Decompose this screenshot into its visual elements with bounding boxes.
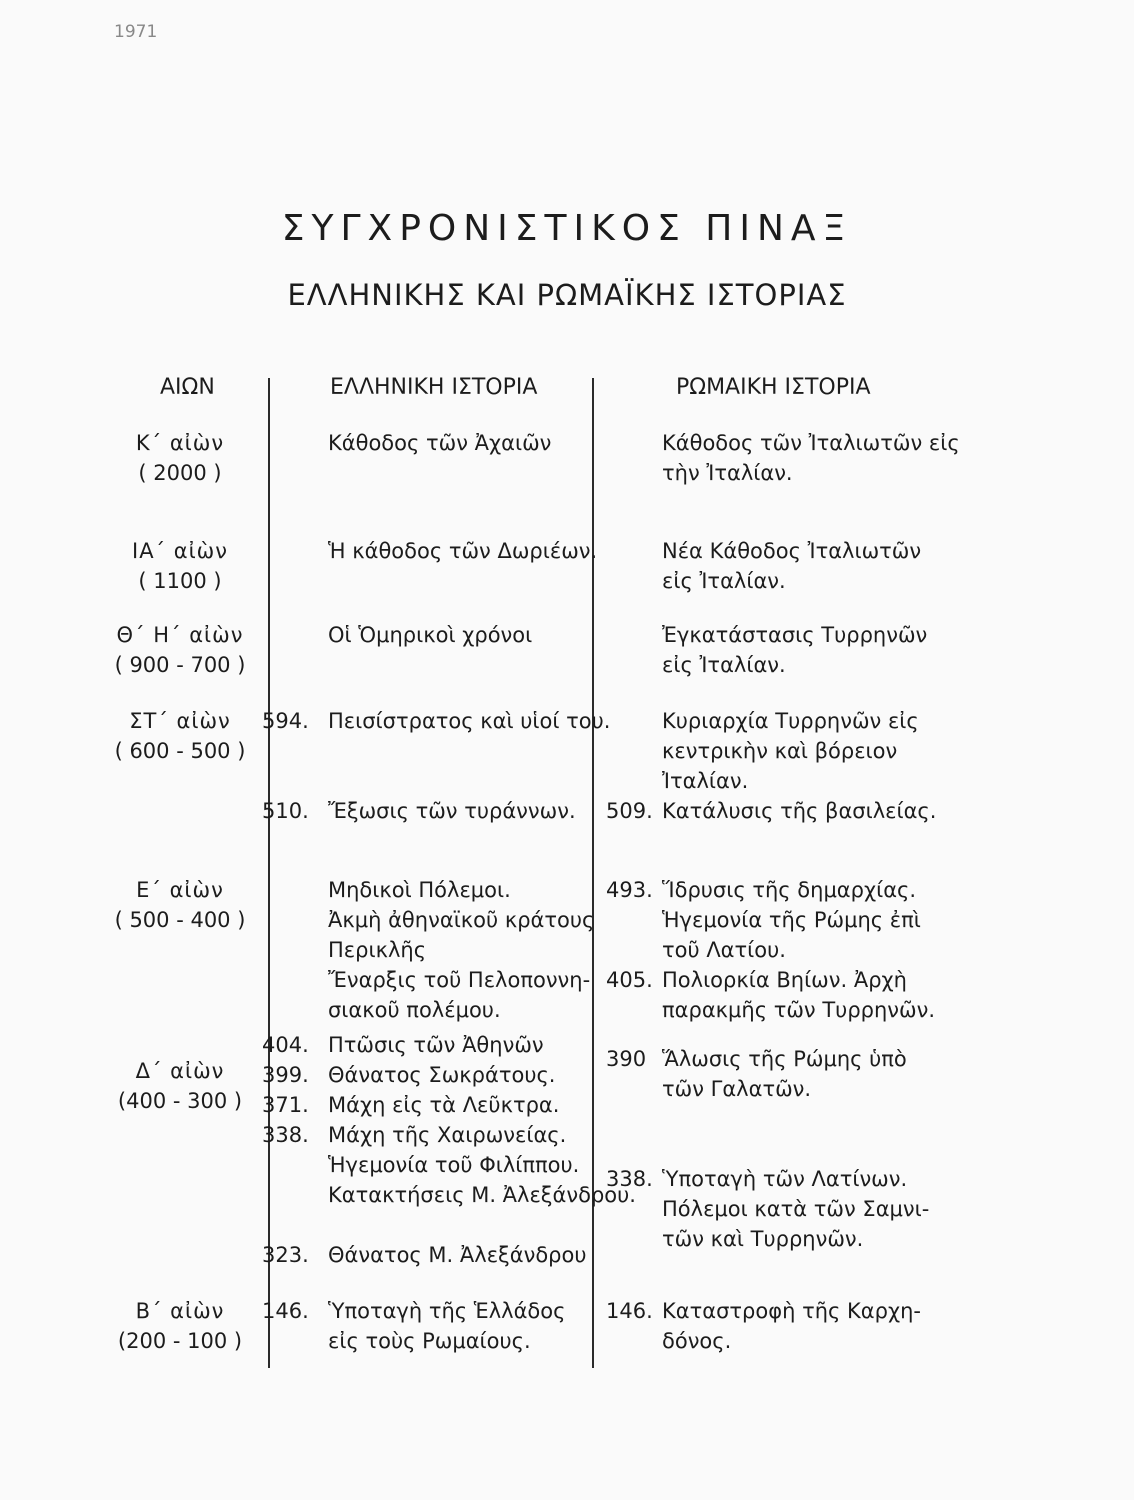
roman-history-cell (606, 875, 976, 1025)
greek-entry (262, 875, 592, 905)
entry-text: Ἔξωσις τῶν τυράννων. (328, 799, 576, 823)
age-range: ( 2000 ) (138, 461, 222, 485)
entry-text: Πόλεμοι κατὰ τῶν Σαμνι- (662, 1197, 930, 1221)
age-label: ΣΤ΄ αἰὼν (129, 709, 231, 733)
entry-year (606, 935, 662, 965)
greek-history-cell (262, 875, 595, 1025)
greek-entry (262, 995, 592, 1025)
entry-text: Κατάλυσις τῆς βασιλείας. (662, 799, 937, 823)
greek-entry (262, 428, 592, 458)
roman-entry (606, 458, 976, 488)
entry-year: 493. (606, 878, 653, 902)
entry-text: Κυριαρχία Τυρρηνῶν εἰς (662, 709, 919, 733)
entry-text: Ἐγκατάστασις Τυρρηνῶν (662, 623, 928, 647)
entry-text: εἰς Ἰταλίαν. (662, 653, 786, 677)
greek-entry (262, 1296, 592, 1326)
age-range: ( 900 - 700 ) (114, 653, 246, 677)
roman-entry (606, 1044, 976, 1074)
greek-entry (262, 935, 592, 965)
entry-year (606, 458, 662, 488)
entry-text: Καταστροφὴ τῆς Καρχη- (662, 1299, 921, 1323)
entry-year (262, 536, 328, 566)
age-range: (400 - 300 ) (117, 1089, 243, 1113)
page-subtitle: ΕΛΛΗΝΙΚΗΣ ΚΑΙ ΡΩΜΑΪΚΗΣ ΙΣΤΟΡΙΑΣ (287, 278, 847, 312)
roman-entry (606, 736, 976, 766)
column-divider-right (592, 378, 594, 1368)
entry-text: Ἡ κάθοδος τῶν Δωριέων. (328, 539, 598, 563)
greek-entry (262, 905, 595, 935)
roman-entry (606, 536, 976, 566)
entry-year (606, 905, 662, 935)
greek-entry (262, 1180, 636, 1210)
greek-entry (262, 965, 592, 995)
entry-year (262, 1326, 328, 1356)
roman-history-cell (606, 1044, 976, 1254)
greek-history-cell (262, 620, 592, 650)
roman-entry (606, 650, 976, 680)
entry-text: Κάθοδος τῶν Ἰταλιωτῶν εἰς (662, 431, 960, 455)
entry-text: Μάχη εἰς τὰ Λεῦκτρα. (328, 1093, 560, 1117)
roman-entry (606, 1326, 976, 1356)
age-label: Β΄ αἰὼν (135, 1299, 225, 1323)
roman-entry (606, 875, 976, 905)
entry-year (262, 995, 328, 1025)
entry-text: Οἱ Ὁμηρικοὶ χρόνοι (328, 623, 533, 647)
greek-entry (262, 1150, 592, 1180)
roman-history-cell (606, 620, 976, 680)
greek-entry (262, 1120, 592, 1150)
entry-text: Θάνατος Σωκράτους. (328, 1063, 556, 1087)
entry-year (606, 1224, 662, 1254)
entry-text: Ἰταλίαν. (662, 769, 749, 793)
roman-entry (606, 1224, 976, 1254)
greek-entry (262, 796, 592, 826)
entry-year: 146. (262, 1299, 309, 1323)
entry-year (606, 1104, 662, 1134)
entry-text: Ὑποταγὴ τῆς Ἑλλάδος (328, 1299, 566, 1323)
entry-year (606, 566, 662, 596)
entry-text: Ἀκμὴ ἀθηναϊκοῦ κράτους (328, 908, 595, 932)
entry-year (606, 706, 662, 736)
entry-text (662, 1104, 976, 1134)
roman-entry (606, 1104, 976, 1134)
greek-history-cell (262, 706, 611, 826)
entry-year (606, 650, 662, 680)
entry-year (262, 1150, 328, 1180)
entry-year: 510. (262, 799, 309, 823)
roman-entry (606, 766, 976, 796)
roman-entry (606, 706, 976, 736)
header-age: ΑΙΩΝ (160, 375, 215, 400)
greek-entry (262, 706, 611, 736)
roman-entry (606, 796, 976, 826)
roman-entry (606, 1164, 976, 1194)
entry-year: 594. (262, 709, 309, 733)
entry-text: σιακοῦ πολέμου. (328, 998, 501, 1022)
entry-year (606, 620, 662, 650)
entry-year (606, 428, 662, 458)
greek-entry (262, 620, 592, 650)
age-label: Δ΄ αἰὼν (135, 1059, 225, 1083)
entry-text: Ἅλωσις τῆς Ρώμης ὑπὸ (662, 1047, 907, 1071)
header-greek-history: ΕΛΛΗΝΙΚΗ ΙΣΤΟΡΙΑ (330, 375, 538, 400)
entry-year: 509. (606, 799, 653, 823)
age-range: ( 600 - 500 ) (114, 739, 246, 763)
roman-entry (606, 620, 976, 650)
entry-year (262, 620, 328, 650)
entry-text: τῶν καὶ Τυρρηνῶν. (662, 1227, 864, 1251)
greek-entry (262, 1326, 592, 1356)
entry-year: 404. (262, 1033, 309, 1057)
greek-entry (262, 1030, 592, 1060)
entry-year (606, 1194, 662, 1224)
age-label: ΙΑ΄ αἰὼν (132, 539, 228, 563)
entry-year (262, 428, 328, 458)
page-number: 1971 (114, 22, 158, 42)
entry-text: Νέα Κάθοδος Ἰταλιωτῶν (662, 539, 922, 563)
greek-history-cell (262, 536, 598, 566)
roman-entry (606, 1194, 976, 1224)
greek-entry (262, 1060, 592, 1090)
entry-text: Ὑποταγὴ τῶν Λατίνων. (662, 1167, 908, 1191)
entry-text: Περικλῆς (328, 938, 427, 962)
roman-entry (606, 1134, 976, 1164)
entry-year (606, 766, 662, 796)
roman-entry (606, 995, 976, 1025)
roman-entry (606, 1074, 976, 1104)
age-label: Θ΄ Η΄ αἰὼν (116, 623, 244, 647)
entry-text (328, 1210, 592, 1240)
entry-year: 338. (262, 1123, 309, 1147)
entry-year (606, 736, 662, 766)
entry-text (328, 736, 592, 766)
entry-text: Ἡγεμονία τοῦ Φιλίππου. (328, 1153, 580, 1177)
entry-text: τὴν Ἰταλίαν. (662, 461, 793, 485)
entry-text: κεντρικὴν καὶ βόρειον (662, 739, 898, 763)
entry-year (606, 1074, 662, 1104)
entry-year (606, 1134, 662, 1164)
entry-text: τοῦ Λατίου. (662, 938, 786, 962)
entry-year: 399. (262, 1063, 309, 1087)
entry-text: Ἔναρξις τοῦ Πελοποννη- (328, 968, 591, 992)
entry-year: 323. (262, 1243, 309, 1267)
roman-entry (606, 566, 976, 596)
roman-entry (606, 1296, 976, 1326)
roman-history-cell (606, 1296, 976, 1356)
entry-year (606, 995, 662, 1025)
roman-entry (606, 965, 976, 995)
roman-history-cell (606, 536, 976, 596)
entry-year (262, 905, 328, 935)
header-roman-history: ΡΩΜΑΙΚΗ ΙΣΤΟΡΙΑ (676, 375, 871, 400)
greek-entry (262, 1210, 592, 1240)
roman-entry (606, 905, 976, 935)
greek-history-cell (262, 428, 592, 458)
entry-text: Πεισίστρατος καὶ υἱοί του. (328, 709, 611, 733)
entry-text: παρακμῆς τῶν Τυρρηνῶν. (662, 998, 936, 1022)
entry-text: Ἵδρυσις τῆς δημαρχίας. (662, 878, 917, 902)
age-label: Ε΄ αἰὼν (136, 878, 224, 902)
entry-text: Μάχη τῆς Χαιρωνείας. (328, 1123, 567, 1147)
roman-entry (606, 428, 976, 458)
entry-text: Θάνατος Μ. Ἀλεξάνδρου (328, 1243, 587, 1267)
entry-year (262, 766, 328, 796)
greek-history-cell (262, 1296, 592, 1356)
entry-year: 146. (606, 1299, 653, 1323)
entry-year (262, 1210, 328, 1240)
entry-year (262, 1180, 328, 1210)
entry-year: 371. (262, 1093, 309, 1117)
greek-entry (262, 766, 592, 796)
entry-text: τῶν Γαλατῶν. (662, 1077, 812, 1101)
page-title: ΣΥΓΧΡΟΝΙΣΤΙΚΟΣ ΠΙΝΑΞ (281, 208, 853, 249)
entry-year (262, 935, 328, 965)
entry-text (328, 766, 592, 796)
entry-year: 390 (606, 1047, 647, 1071)
entry-text: εἰς Ἰταλίαν. (662, 569, 786, 593)
entry-year (606, 536, 662, 566)
entry-year (606, 1326, 662, 1356)
entry-text: Κατακτήσεις Μ. Ἀλεξάνδρου. (328, 1183, 636, 1207)
entry-text: δόνος. (662, 1329, 732, 1353)
roman-history-cell (606, 428, 976, 488)
age-label: Κ΄ αἰὼν (135, 431, 225, 455)
entry-year (262, 736, 328, 766)
age-range: ( 1100 ) (138, 569, 222, 593)
greek-entry (262, 736, 592, 766)
entry-year: 338. (606, 1167, 653, 1191)
age-range: (200 - 100 ) (117, 1329, 243, 1353)
greek-entry (262, 1240, 592, 1270)
roman-entry (606, 935, 976, 965)
entry-year: 405. (606, 968, 653, 992)
entry-text (662, 1134, 976, 1164)
entry-text: Μηδικοὶ Πόλεμοι. (328, 878, 511, 902)
roman-history-cell (606, 706, 976, 826)
entry-year (262, 965, 328, 995)
entry-text: Πολιορκία Βηίων. Ἀρχὴ (662, 968, 907, 992)
greek-entry (262, 536, 598, 566)
entry-text: Πτῶσις τῶν Ἀθηνῶν (328, 1033, 544, 1057)
greek-entry (262, 1090, 592, 1120)
entry-text: Ἡγεμονία τῆς Ρώμης ἐπὶ (662, 908, 921, 932)
entry-year (262, 875, 328, 905)
entry-text: εἰς τοὺς Ρωμαίους. (328, 1329, 531, 1353)
age-range: ( 500 - 400 ) (114, 908, 246, 932)
entry-text: Κάθοδος τῶν Ἀχαιῶν (328, 431, 552, 455)
